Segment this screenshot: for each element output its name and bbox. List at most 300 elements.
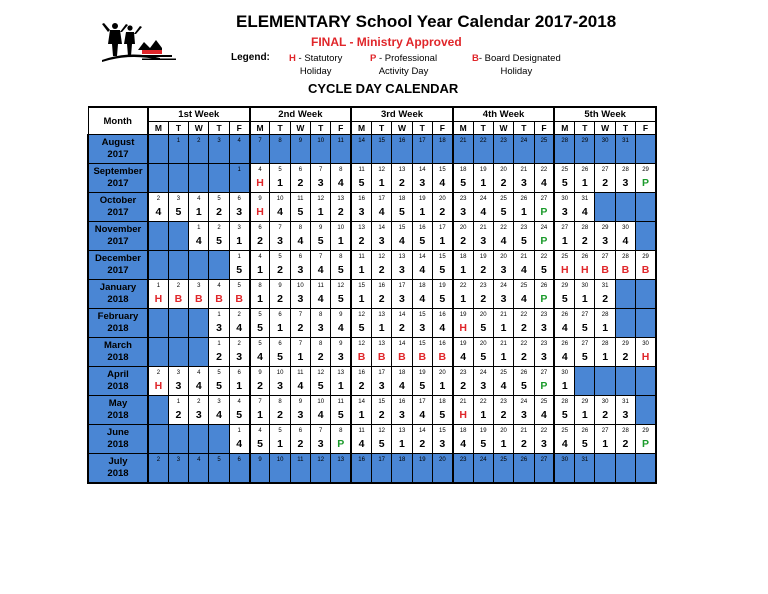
- date-number: 14: [398, 341, 406, 347]
- day-cell: [331, 135, 351, 164]
- cycle-day-value: 3: [622, 409, 629, 421]
- cycle-day-value: [352, 148, 371, 162]
- day-cell: [412, 454, 432, 484]
- date-number: 20: [439, 196, 446, 202]
- month-column-header: Month: [88, 107, 148, 135]
- cycle-day-value: 1: [257, 264, 263, 276]
- cycle-day-value: 3: [622, 177, 629, 189]
- cycle-day-value: [169, 438, 188, 452]
- date-number: 22: [520, 341, 528, 347]
- weekday-header: W: [595, 122, 615, 135]
- date-number: 26: [520, 457, 528, 463]
- date-number: 3: [217, 399, 221, 405]
- cycle-day-value: 4: [337, 322, 344, 334]
- day-cell: [595, 425, 615, 454]
- date-number: 30: [601, 399, 609, 405]
- date-number: 21: [520, 254, 528, 260]
- date-number: 13: [378, 312, 385, 318]
- day-cell: [514, 251, 534, 280]
- cycle-day-value: 2: [520, 438, 527, 450]
- day-cell: [189, 280, 209, 309]
- date-number: [209, 252, 228, 264]
- cycle-day-value: 1: [257, 293, 263, 305]
- day-cell: [189, 135, 209, 164]
- date-number: 26: [581, 254, 589, 260]
- day-cell: [148, 164, 168, 193]
- date-number: 4: [237, 138, 241, 144]
- date-number: 16: [398, 138, 406, 144]
- cycle-day-value: 3: [358, 206, 365, 218]
- date-number: 9: [258, 457, 262, 463]
- date-number: 31: [581, 196, 589, 202]
- date-number: 16: [358, 196, 365, 202]
- date-number: 26: [520, 196, 528, 202]
- cycle-day-value: [454, 467, 473, 481]
- day-cell: [453, 454, 473, 484]
- cycle-day-value: 3: [317, 177, 324, 189]
- day-cell: [168, 135, 188, 164]
- cycle-day-value: 4: [155, 206, 162, 218]
- day-cell: [372, 338, 392, 367]
- cycle-day-value: 4: [520, 264, 527, 276]
- day-cell: [372, 135, 392, 164]
- day-cell: [229, 135, 249, 164]
- cycle-day-value: [494, 148, 513, 162]
- day-cell: [351, 338, 371, 367]
- legend-code: B: [472, 53, 479, 64]
- day-cell: [372, 164, 392, 193]
- cycle-day-value: [189, 438, 208, 452]
- cycle-day-value: [392, 467, 411, 481]
- day-cell: [534, 396, 554, 425]
- date-number: 16: [358, 457, 365, 463]
- date-number: 6: [298, 254, 303, 260]
- cycle-day-value: 4: [195, 380, 202, 392]
- day-cell: [372, 222, 392, 251]
- day-cell: [453, 222, 473, 251]
- cycle-day-value: 2: [622, 438, 629, 450]
- weekday-header: T: [615, 122, 635, 135]
- day-cell: [575, 164, 595, 193]
- day-cell: [514, 280, 534, 309]
- weekday-header: M: [250, 122, 270, 135]
- date-number: 17: [418, 138, 426, 144]
- date-number: [169, 252, 188, 264]
- day-cell: [351, 135, 371, 164]
- cycle-day-value: 3: [460, 206, 467, 218]
- cycle-day-value: 2: [480, 264, 487, 276]
- date-number: 8: [319, 312, 323, 318]
- week-header: 4th Week: [453, 107, 555, 122]
- legend-board-designated-holiday: [472, 52, 561, 78]
- month-label: [88, 193, 148, 222]
- day-cell: [311, 193, 331, 222]
- day-cell: [290, 425, 310, 454]
- day-cell: [270, 309, 290, 338]
- date-number: [636, 310, 655, 322]
- date-number: 5: [278, 167, 282, 173]
- date-number: 18: [398, 457, 406, 463]
- day-cell: [575, 338, 595, 367]
- cycle-day-value: 3: [500, 264, 507, 276]
- week-header: 1st Week: [148, 107, 250, 122]
- day-cell: [453, 164, 473, 193]
- day-cell: [534, 425, 554, 454]
- date-number: 13: [337, 196, 345, 202]
- date-number: 7: [319, 167, 323, 173]
- date-number: 17: [378, 196, 385, 202]
- day-cell: [209, 135, 229, 164]
- cycle-day-value: 3: [337, 351, 344, 363]
- cycle-day-value: 3: [541, 438, 547, 450]
- cycle-day-value: 1: [277, 438, 283, 450]
- day-cell: [290, 309, 310, 338]
- month-year: 2018: [107, 294, 129, 305]
- day-cell: [372, 367, 392, 396]
- month-label: [88, 309, 148, 338]
- cycle-day-value: [372, 467, 391, 481]
- cycle-day-value: [189, 264, 208, 278]
- date-number: 4: [197, 196, 201, 202]
- date-number: 28: [561, 138, 569, 144]
- month-year: 2017: [107, 178, 129, 189]
- day-cell: [351, 309, 371, 338]
- date-number: [149, 426, 168, 438]
- day-cell: [615, 367, 635, 396]
- cycle-day-value: 5: [480, 322, 487, 334]
- date-number: 8: [339, 167, 343, 173]
- day-cell: [209, 164, 229, 193]
- date-number: [189, 252, 208, 264]
- day-cell: [290, 454, 310, 484]
- cycle-day-value: [535, 148, 554, 162]
- date-number: 6: [237, 457, 241, 463]
- day-cell: [453, 193, 473, 222]
- weekday-header: W: [493, 122, 513, 135]
- date-number: 14: [418, 254, 426, 260]
- date-number: 28: [622, 428, 629, 434]
- date-number: 21: [520, 428, 528, 434]
- date-number: 27: [581, 312, 589, 318]
- date-number: [575, 368, 594, 380]
- date-number: 26: [520, 370, 528, 376]
- day-cell: [595, 251, 615, 280]
- day-cell: [636, 251, 656, 280]
- date-number: 9: [339, 312, 343, 318]
- month-name: May: [108, 398, 128, 409]
- cycle-day-value: 2: [257, 380, 263, 392]
- day-cell: [473, 135, 493, 164]
- cycle-day-value: 1: [602, 351, 609, 363]
- date-number: [616, 310, 635, 322]
- date-number: 10: [276, 196, 284, 202]
- cycle-day-value: [209, 177, 228, 191]
- date-number: 6: [237, 370, 241, 376]
- day-cell: [331, 164, 351, 193]
- date-number: 25: [520, 283, 528, 289]
- date-number: 21: [479, 225, 487, 231]
- day-cell: [534, 251, 554, 280]
- cycle-day-value: 5: [317, 380, 324, 392]
- legend-text: - Professional: [376, 53, 438, 64]
- cycle-day-value: 3: [378, 235, 385, 247]
- day-cell: [250, 280, 270, 309]
- date-number: 26: [561, 341, 569, 347]
- cycle-day-value: 3: [480, 380, 487, 392]
- date-number: 17: [398, 283, 406, 289]
- month-row: [88, 338, 656, 367]
- cycle-day-value: [636, 467, 655, 481]
- cycle-day-value: 3: [317, 438, 324, 450]
- date-number: 12: [358, 312, 365, 318]
- cycle-day-value: [251, 148, 270, 162]
- date-number: 21: [520, 167, 528, 173]
- day-cell: [493, 164, 513, 193]
- day-cell: [168, 396, 188, 425]
- date-number: 31: [622, 138, 629, 144]
- cycle-day-value: 1: [358, 293, 365, 305]
- cycle-day-value: [555, 467, 574, 481]
- cycle-day-value: 4: [480, 206, 487, 218]
- date-number: 7: [258, 399, 262, 405]
- cycle-day-value: 5: [337, 293, 344, 305]
- day-cell: [168, 367, 188, 396]
- date-number: 25: [561, 167, 569, 173]
- date-number: 12: [317, 370, 325, 376]
- day-cell: [209, 454, 229, 484]
- date-number: 6: [237, 196, 241, 202]
- cycle-day-value: 4: [277, 206, 283, 218]
- day-cell: [595, 454, 615, 484]
- month-row: [88, 193, 656, 222]
- date-number: 31: [601, 283, 609, 289]
- cycle-day-value: 2: [216, 206, 223, 218]
- date-number: 15: [439, 167, 446, 173]
- date-number: 12: [337, 283, 345, 289]
- day-cell: [250, 425, 270, 454]
- date-number: 15: [439, 254, 446, 260]
- day-cell: [290, 280, 310, 309]
- date-number: 23: [520, 225, 528, 231]
- cycle-day-value: 1: [439, 235, 446, 247]
- day-cell: [392, 135, 412, 164]
- date-number: 13: [337, 457, 345, 463]
- cycle-day-value: P: [337, 438, 345, 450]
- cycle-day-value: 1: [236, 235, 243, 247]
- cycle-day-value: 4: [358, 438, 365, 450]
- day-cell: [189, 193, 209, 222]
- date-number: 23: [500, 138, 507, 144]
- day-cell: [412, 164, 432, 193]
- date-number: 28: [622, 254, 629, 260]
- date-number: 29: [601, 225, 609, 231]
- date-number: [616, 194, 635, 206]
- weekday-header: T: [372, 122, 392, 135]
- date-number: 28: [601, 312, 609, 318]
- cycle-day-value: [149, 177, 168, 191]
- day-cell: [331, 396, 351, 425]
- weekday-header: T: [168, 122, 188, 135]
- day-cell: [290, 338, 310, 367]
- day-cell: [189, 425, 209, 454]
- cycle-day-value: [616, 322, 635, 336]
- day-cell: [351, 193, 371, 222]
- day-cell: [148, 193, 168, 222]
- date-number: 28: [561, 399, 569, 405]
- cycle-day-value: P: [540, 293, 548, 305]
- day-cell: [554, 338, 574, 367]
- date-number: 13: [398, 167, 406, 173]
- day-cell: [392, 193, 412, 222]
- day-cell: [229, 193, 249, 222]
- date-number: 7: [319, 428, 323, 434]
- cycle-day-value: 5: [480, 351, 487, 363]
- page-title: ELEMENTARY School Year Calendar 2017-2018: [236, 12, 617, 31]
- day-cell: [554, 135, 574, 164]
- day-cell: [453, 251, 473, 280]
- date-number: 20: [439, 370, 446, 376]
- day-cell: [595, 367, 615, 396]
- cycle-day-value: 2: [520, 351, 527, 363]
- cycle-day-value: 1: [297, 351, 304, 363]
- date-number: 19: [418, 370, 426, 376]
- cycle-day-value: 1: [358, 409, 365, 421]
- cycle-day-value: [209, 438, 228, 452]
- day-cell: [270, 367, 290, 396]
- weekday-header: F: [229, 122, 249, 135]
- day-cell: [250, 396, 270, 425]
- date-number: 18: [439, 399, 446, 405]
- date-number: 11: [297, 457, 304, 463]
- date-number: [149, 223, 168, 235]
- day-cell: [270, 425, 290, 454]
- day-cell: [595, 193, 615, 222]
- day-cell: [412, 396, 432, 425]
- day-cell: [290, 135, 310, 164]
- month-year: 2018: [107, 410, 129, 421]
- day-cell: [636, 164, 656, 193]
- day-cell: [412, 135, 432, 164]
- cycle-day-value: 1: [581, 293, 588, 305]
- day-cell: [270, 193, 290, 222]
- day-cell: [229, 338, 249, 367]
- date-number: 19: [479, 428, 487, 434]
- date-number: 29: [642, 167, 649, 173]
- cycle-day-value: [636, 409, 655, 423]
- day-cell: [636, 454, 656, 484]
- legend-text-line2: Holiday: [500, 66, 533, 77]
- day-cell: [595, 309, 615, 338]
- cycle-day-value: [595, 467, 614, 481]
- day-cell: [209, 367, 229, 396]
- cycle-day-value: 5: [541, 264, 547, 276]
- date-number: 12: [317, 457, 325, 463]
- date-number: 13: [378, 341, 385, 347]
- cycle-day-value: 2: [277, 264, 283, 276]
- cycle-day-value: 5: [419, 380, 426, 392]
- date-number: 8: [278, 138, 282, 144]
- date-number: 9: [258, 370, 262, 376]
- day-cell: [209, 251, 229, 280]
- day-cell: [412, 280, 432, 309]
- day-cell: [615, 222, 635, 251]
- cycle-day-value: 2: [317, 351, 324, 363]
- month-label: [88, 135, 148, 164]
- date-number: 15: [398, 225, 406, 231]
- cycle-day-value: [189, 351, 208, 365]
- cycle-day-value: 3: [541, 322, 547, 334]
- day-cell: [493, 396, 513, 425]
- cycle-day-value: [636, 235, 655, 249]
- weekday-header: W: [189, 122, 209, 135]
- day-cell: [636, 425, 656, 454]
- day-cell: [493, 454, 513, 484]
- day-cell: [412, 338, 432, 367]
- cycle-day-value: 1: [500, 351, 507, 363]
- day-cell: [595, 164, 615, 193]
- date-number: [636, 368, 655, 380]
- date-number: 11: [337, 399, 344, 405]
- cycle-day-value: 5: [480, 438, 487, 450]
- day-cell: [575, 454, 595, 484]
- date-number: 23: [459, 457, 467, 463]
- cycle-day-value: [616, 380, 635, 394]
- day-cell: [311, 396, 331, 425]
- day-cell: [392, 164, 412, 193]
- date-number: 13: [337, 370, 345, 376]
- date-number: 10: [337, 225, 345, 231]
- cycle-day-value: [595, 380, 614, 394]
- day-cell: [636, 309, 656, 338]
- cycle-day-value: H: [154, 293, 163, 305]
- cycle-day-value: 5: [216, 235, 223, 247]
- day-cell: [534, 135, 554, 164]
- date-number: [169, 339, 188, 351]
- date-number: 26: [540, 283, 548, 289]
- day-cell: [372, 193, 392, 222]
- date-number: 16: [398, 399, 406, 405]
- date-number: 5: [278, 254, 282, 260]
- day-cell: [534, 338, 554, 367]
- cycle-day-value: 1: [480, 409, 487, 421]
- day-cell: [554, 396, 574, 425]
- cycle-day-value: [575, 467, 594, 481]
- cycle-day-value: 4: [317, 264, 324, 276]
- date-number: 5: [237, 283, 241, 289]
- date-number: 15: [418, 341, 426, 347]
- legend-text: - Board Designated: [478, 53, 561, 64]
- day-cell: [392, 425, 412, 454]
- cycle-day-value: H: [256, 177, 264, 189]
- day-cell: [148, 338, 168, 367]
- cycle-day-value: 5: [500, 206, 507, 218]
- cycle-day-value: 3: [297, 293, 304, 305]
- day-cell: [351, 396, 371, 425]
- cycle-day-value: 2: [358, 380, 365, 392]
- cycle-day-value: [149, 351, 168, 365]
- date-number: 27: [561, 225, 569, 231]
- date-number: [616, 455, 635, 467]
- day-cell: [189, 309, 209, 338]
- date-number: 2: [237, 341, 241, 347]
- date-number: 29: [642, 254, 649, 260]
- date-number: 17: [378, 370, 385, 376]
- cycle-day-value: 5: [419, 235, 426, 247]
- month-row: [88, 367, 656, 396]
- cycle-day-value: 1: [195, 206, 202, 218]
- date-number: 19: [418, 196, 426, 202]
- day-cell: [311, 454, 331, 484]
